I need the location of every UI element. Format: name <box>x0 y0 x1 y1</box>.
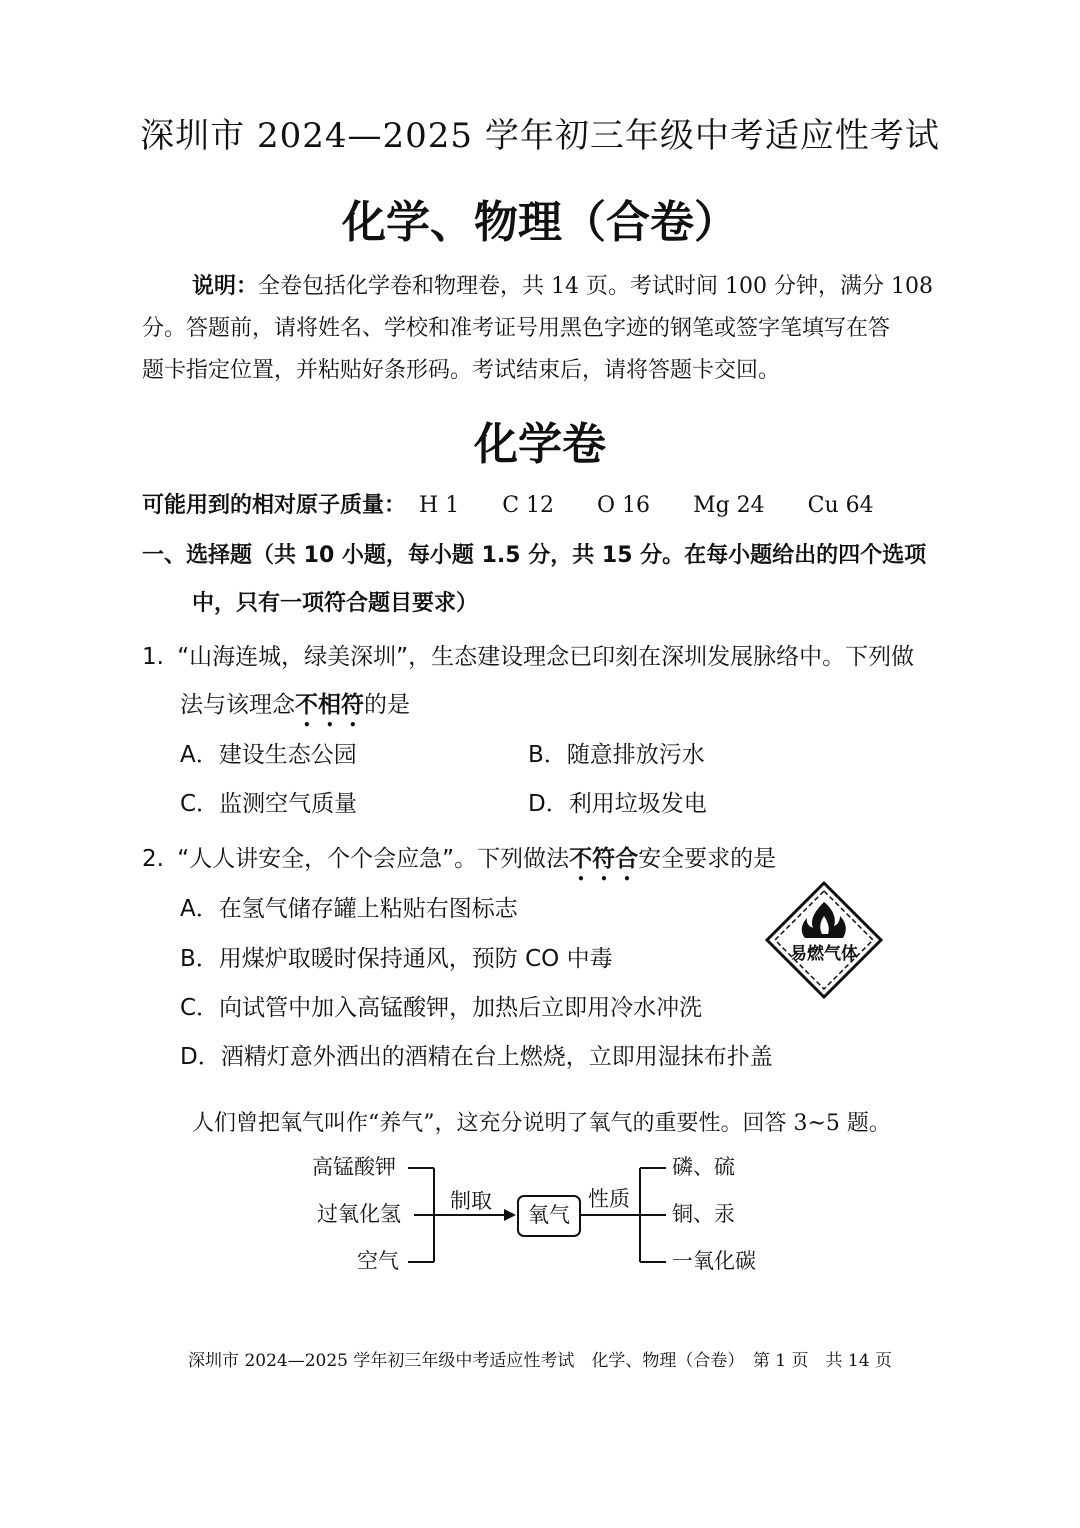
intro-line-1 <box>192 266 933 308</box>
q2-option-c <box>180 989 702 1022</box>
option-key: B． <box>180 946 219 972</box>
flammable-gas-sign <box>764 880 884 1000</box>
atomic-mass-label: 可能用到的相对原子质量： <box>142 493 407 518</box>
option-key: D． <box>180 1044 221 1070</box>
page-footer: 深圳市 2024—2025 学年初三年级中考适应性考试 化学、物理（合卷） 第 1 页 共 14 页 <box>188 1351 892 1371</box>
intro-label: 说明： <box>192 274 259 299</box>
part1-heading-line2: 中，只有一项符合题目要求） <box>192 591 479 616</box>
part1-heading-line1: 一、选择题（共 10 小题，每小题 1.5 分，共 15 分。在每小题给出的四个选项 <box>142 543 927 568</box>
diagram-property-1: 磷、硫 <box>672 1155 735 1179</box>
intro-text-1: 全卷包括化学卷和物理卷，共 14 页。考试时间 100 分钟，满分 108 <box>258 274 933 299</box>
q2-number: 2. <box>142 846 164 872</box>
intro-line-2: 分。答题前，请将姓名、学校和准考证号用黑色字迹的钢笔或签字笔填写在答 <box>142 316 891 341</box>
atomic-mass-item: H 1 <box>419 493 460 518</box>
q1-stem-line2 <box>180 686 410 732</box>
option-key: D． <box>528 791 569 817</box>
q1-stem-post: 的是 <box>364 692 410 718</box>
option-text: 建设生态公园 <box>218 742 357 768</box>
atomic-mass-item: O 16 <box>597 493 651 518</box>
diagram-property-3: 一氧化碳 <box>672 1249 756 1273</box>
q2-stem-emphasis: 不符合 <box>569 846 639 872</box>
q1-option-c <box>180 785 357 818</box>
option-text: 随意排放污水 <box>566 742 705 768</box>
atomic-mass-item: Cu 64 <box>807 493 874 518</box>
intro-line-3: 题卡指定位置，并粘贴好条形码。考试结束后，请将答题卡交回。 <box>142 358 781 383</box>
diagram-arrow-label: 制取 <box>450 1189 492 1213</box>
atomic-mass-item: Mg 24 <box>693 493 765 518</box>
q2-option-a <box>180 890 518 923</box>
option-text: 在氢气储存罐上粘贴右图标志 <box>218 896 518 922</box>
q2-stem <box>142 840 776 886</box>
q2-stem-post: 安全要求的是 <box>638 846 777 872</box>
diagram-property-label: 性质 <box>588 1187 630 1211</box>
exam-title: 深圳市 2024—2025 学年初三年级中考适应性考试 <box>140 116 940 156</box>
section-title: 化学卷 <box>474 419 606 470</box>
diagram-source-3: 空气 <box>357 1249 399 1273</box>
option-text: 酒精灯意外洒出的酒精在台上燃烧，立即用湿抹布扑盖 <box>220 1044 773 1070</box>
diagram-source-2: 过氧化氢 <box>317 1202 401 1226</box>
q2-stem-pre: “人人讲安全，个个会应急”。下列做法 <box>177 846 570 872</box>
option-text: 利用垃圾发电 <box>568 791 707 817</box>
atomic-mass-item: C 12 <box>502 493 555 518</box>
q1-stem-pre: 法与该理念 <box>180 692 295 718</box>
q1-option-a <box>180 736 357 769</box>
passage-intro: 人们曾把氧气叫作“养气”，这充分说明了氧气的重要性。回答 3~5 题。 <box>192 1111 891 1136</box>
option-key: C． <box>180 995 220 1021</box>
option-text: 用煤炉取暖时保持通风，预防 CO 中毒 <box>218 946 613 972</box>
option-key: A． <box>180 742 219 768</box>
option-key: C． <box>180 791 220 817</box>
q1-option-d <box>528 785 707 818</box>
atomic-mass-row <box>142 488 874 519</box>
oxygen-diagram <box>290 1144 780 1286</box>
option-key: A． <box>180 896 219 922</box>
diagram-center: 氧气 <box>528 1203 570 1227</box>
diagram-source-1: 高锰酸钾 <box>312 1155 396 1179</box>
q1-stem-line1 <box>142 638 914 671</box>
option-text: 监测空气质量 <box>219 791 358 817</box>
q2-option-b <box>180 940 613 973</box>
sign-label: 易燃气体 <box>790 944 858 964</box>
diagram-property-2: 铜、汞 <box>672 1202 735 1226</box>
arrow-head-icon <box>504 1209 516 1221</box>
option-key: B． <box>528 742 567 768</box>
q1-number: 1. <box>142 644 164 670</box>
q1-stem-text: “山海连城，绿美深圳”，生态建设理念已印刻在深圳发展脉络中。下列做 <box>177 644 915 670</box>
subject-title: 化学、物理（合卷） <box>342 197 738 248</box>
q1-stem-emphasis: 不相符 <box>295 692 364 718</box>
option-text: 向试管中加入高锰酸钾，加热后立即用冷水冲洗 <box>219 995 703 1021</box>
q2-option-d <box>180 1038 773 1071</box>
sign-outer-diamond <box>767 883 881 997</box>
q1-option-b <box>528 736 705 769</box>
